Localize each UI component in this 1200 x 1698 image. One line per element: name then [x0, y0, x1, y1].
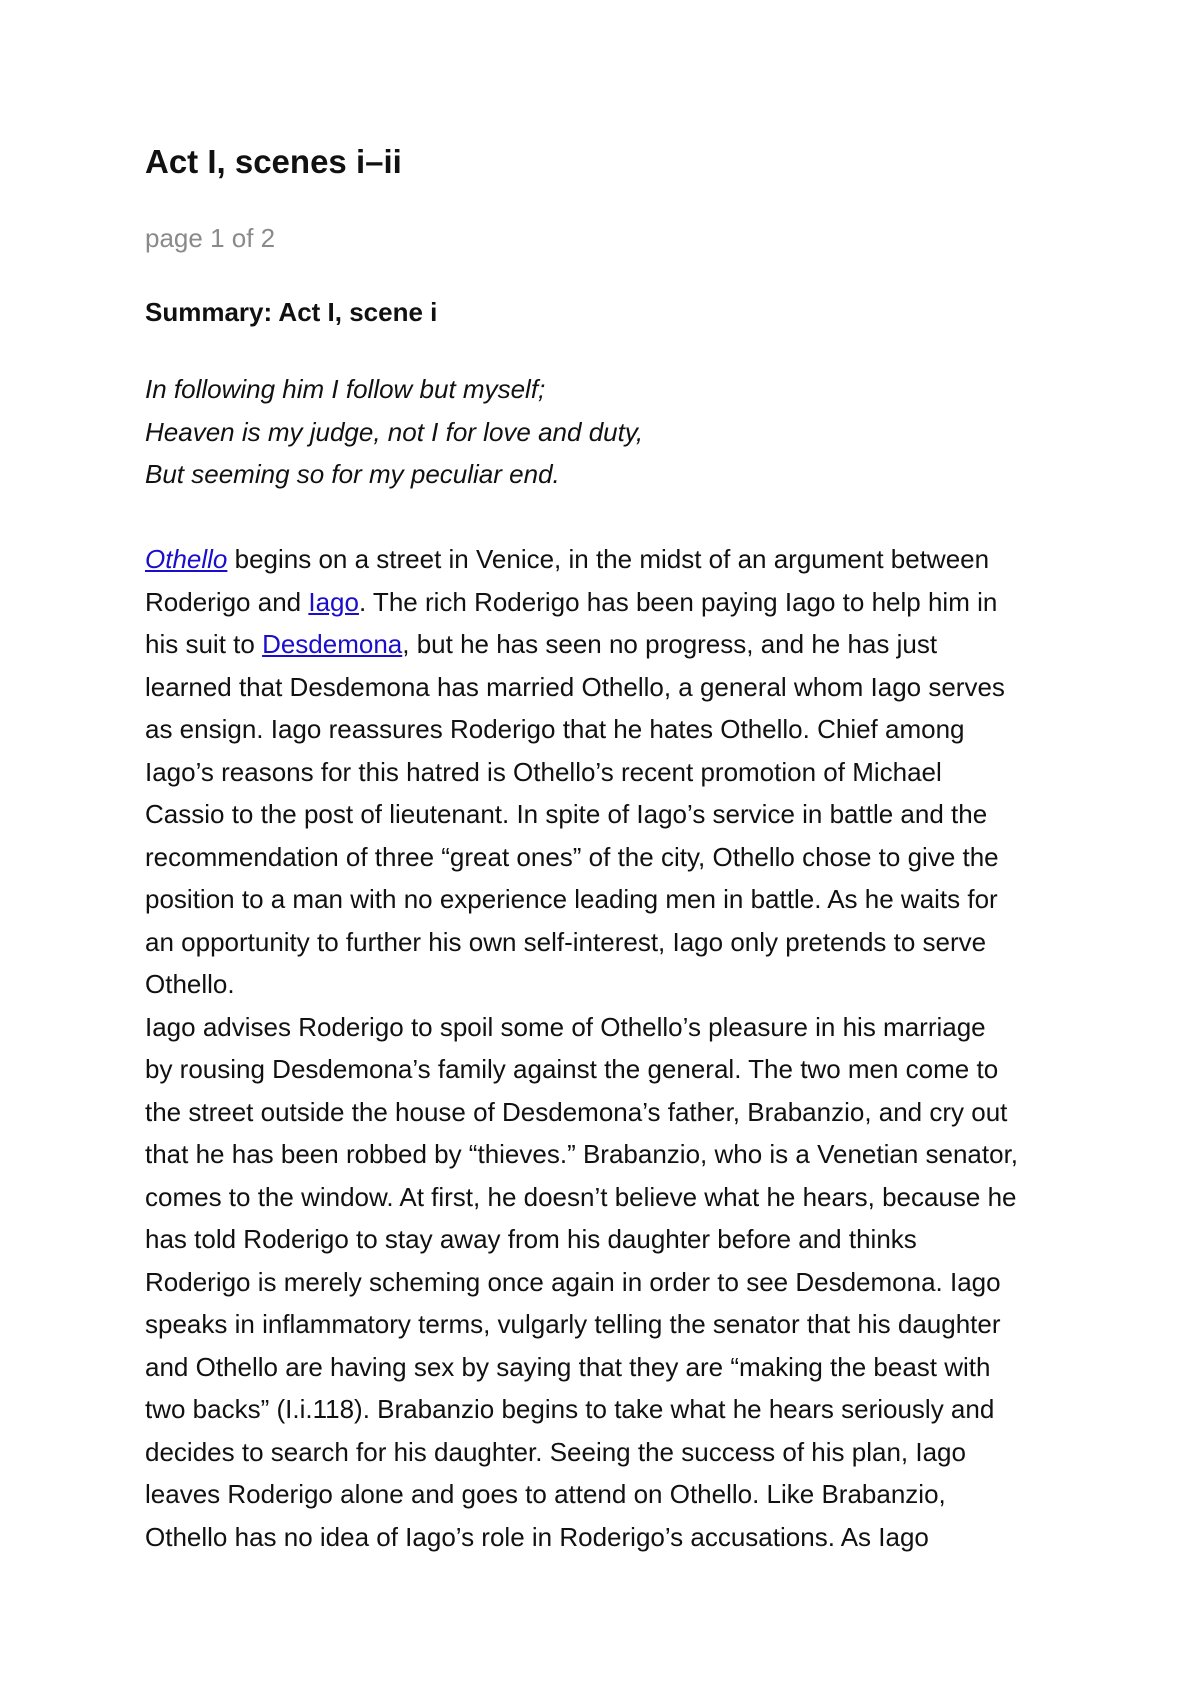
body-line: has told Roderigo to stay away from his daughter before and thinks: [145, 1224, 917, 1254]
section-heading: Summary: Act I, scene i: [145, 297, 438, 327]
body-text-fragment: begins on a street in Venice, in the midst of an argument between: [227, 544, 990, 574]
body-text-fragment: , but he has seen no progress, and he has just: [402, 629, 938, 659]
body-line: two backs” (I.i.118). Brabanzio begins to take what he hears seriously and: [145, 1394, 995, 1424]
body-line: by rousing Desdemona’s family against the general. The two men come to: [145, 1054, 999, 1084]
desdemona-link[interactable]: Desdemona: [262, 629, 403, 659]
body-line: comes to the window. At first, he doesn’t believe what he hears, because he: [145, 1181, 1017, 1212]
body-line: [145, 581, 1018, 624]
body-line: position to a man with no experience leading men in battle. As he waits for: [145, 884, 998, 914]
epigraph-quote: [145, 368, 643, 496]
body-line: [145, 538, 1018, 581]
body-line: recommendation of three “great ones” of the city, Othello chose to give the: [145, 841, 999, 872]
body-line: an opportunity to further his own self-interest, Iago only pretends to serve: [145, 926, 987, 957]
body-line: Roderigo is merely scheming once again in order to see Desdemona. Iago: [145, 1266, 1001, 1297]
body-text-fragment: Roderigo and: [145, 586, 309, 617]
quote-line: Heaven is my judge, not I for love and duty,: [145, 416, 644, 447]
body-line: decides to search for his daughter. Seeing the success of his plan, Iago: [145, 1436, 966, 1467]
body-line: leaves Roderigo alone and goes to attend on Othello. Like Brabanzio,: [145, 1479, 946, 1509]
summary-body: [145, 538, 1018, 1558]
body-line: Iago’s reasons for this hatred is Othello’s recent promotion of Michael: [145, 756, 942, 787]
iago-link[interactable]: Iago: [308, 586, 359, 617]
page-indicator: page 1 of 2: [145, 223, 276, 253]
body-text-fragment: . The rich Roderigo has been paying Iago to help him in: [358, 586, 998, 617]
body-line: and Othello are having sex by saying that they are “making the beast with: [145, 1351, 991, 1382]
body-line: Othello has no idea of Iago’s role in Roderigo’s accusations. As Iago: [145, 1521, 929, 1552]
body-line: the street outside the house of Desdemona’s father, Brabanzio, and cry out: [145, 1096, 1008, 1127]
body-line: speaks in inflammatory terms, vulgarly telling the senator that his daughter: [145, 1309, 1001, 1339]
body-text-fragment: his suit to: [145, 629, 263, 659]
quote-line: In following him I follow but myself;: [145, 374, 546, 404]
othello-link[interactable]: Othello: [145, 544, 228, 574]
body-line: that he has been robbed by “thieves.” Brabanzio, who is a Venetian senator,: [145, 1139, 1019, 1169]
body-line: Iago advises Roderigo to spoil some of Othello’s pleasure in his marriage: [145, 1011, 986, 1042]
page-title: Act I, scenes i–ii: [145, 143, 402, 180]
quote-line: But seeming so for my peculiar end.: [145, 459, 560, 489]
body-line: Cassio to the post of lieutenant. In spite of Iago’s service in battle and the: [145, 799, 988, 829]
body-line: as ensign. Iago reassures Roderigo that he hates Othello. Chief among: [145, 714, 965, 744]
body-line: learned that Desdemona has married Othello, a general whom Iago serves: [145, 671, 1005, 702]
body-line: Othello.: [145, 969, 235, 999]
body-line: [145, 623, 1018, 666]
